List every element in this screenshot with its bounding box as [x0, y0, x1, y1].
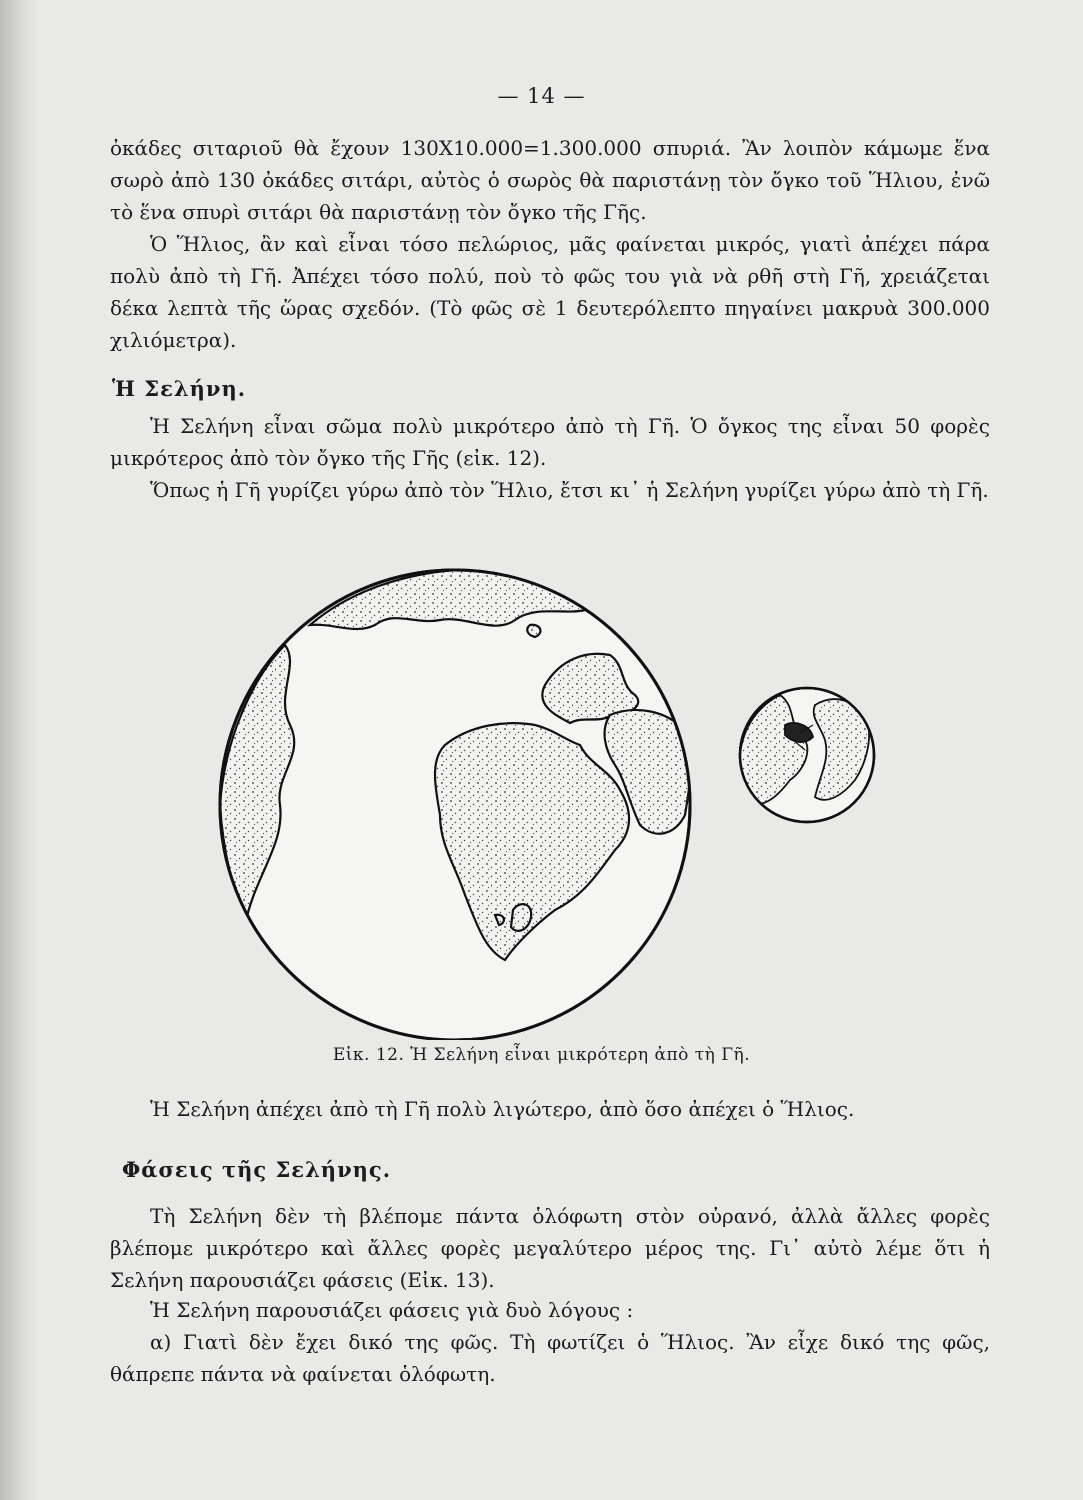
earth-moon-illustration [215, 565, 915, 1040]
heading-moon-phases: Φάσεις τῆς Σελήνης. [122, 1157, 392, 1182]
paragraph-sun-distance: Ὁ Ἥλιος, ἂν καὶ εἶναι τόσο πελώριος, μᾶς φαίνεται μικρός, γιατὶ ἀπέχει πάρα πολὺ ἀπὸ τὴ Γῆ. Ἀπέχει τόσο πολύ, ποὺ τὸ φῶς του γιὰ νὰ ρθῆ στὴ Γῆ, χρειάζεται δέκα λεπτὰ τῆς ὥρας σχεδόν. (Τὸ φῶς σὲ 1 δευτερόλεπτο πηγαίνει μακρυὰ 300.000 χιλιόμετρα). [110, 232, 990, 352]
page-number: — 14 — [497, 84, 586, 108]
page-edge-shadow [0, 0, 38, 1500]
earth-globe [220, 570, 691, 1040]
paragraph-moon-orbit: Ὅπως ἡ Γῆ γυρίζει γύρω ἀπὸ τὸν Ἥλιο, ἔτσι κι᾿ ἡ Σελήνη γυρίζει γύρω ἀπὸ τὴ Γῆ. [150, 478, 989, 502]
heading-moon: Ἡ Σελήνη. [112, 376, 247, 401]
paragraph-moon-distance: Ἡ Σελήνη ἀπέχει ἀπὸ τὴ Γῆ πολὺ λιγώτερο, ἀπὸ ὅσο ἀπέχει ὁ Ἥλιος. [150, 1097, 855, 1121]
paragraph-phases-intro: Τὴ Σελήνη δὲν τὴ βλέπομε πάντα ὁλόφωτη στὸν οὐρανό, ἀλλὰ ἄλλες φορὲς βλέπομε μικρότερο καὶ ἄλλες φορὲς μεγαλύτερο μέρος της. Γι᾿ αὐτὸ λέμε ὅτι ἡ Σελήνη παρουσιάζει φάσεις (Εἰκ. 13). [110, 1204, 990, 1292]
paragraph-phases-reasons: Ἡ Σελήνη παρουσιάζει φάσεις γιὰ δυὸ λόγους : [150, 1298, 634, 1322]
figure-earth-moon [215, 565, 915, 1044]
paragraph-moon-size: Ἡ Σελήνη εἶναι σῶμα πολὺ μικρότερο ἀπὸ τὴ Γῆ. Ὁ ὄγκος της εἶναι 50 φορὲς μικρότερος ἀπὸ τὸν ὄγκο τῆς Γῆς (εἰκ. 12). [110, 414, 990, 470]
paragraph-grain-comparison: ὀκάδες σιταριοῦ θὰ ἔχουν 130Χ10.000=1.300.000 σπυριά. Ἂν λοιπὸν κάμωμε ἕνα σωρὸ ἀπὸ 130 ὀκάδες σιτάρι, αὐτὸς ὁ σωρὸς θὰ παριστάνῃ τὸν ὄγκο τοῦ Ἥλιου, ἐνῶ τὸ ἕνα σπυρὶ σιτάρι θὰ παριστάνῃ τὸν ὄγκο τῆς Γῆς. [110, 136, 990, 224]
paragraph-reason-a: α) Γιατὶ δὲν ἔχει δικό της φῶς. Τὴ φωτίζει ὁ Ἥλιος. Ἂν εἶχε δικό της φῶς, θάπρεπε πάντα νὰ φαίνεται ὁλόφωτη. [110, 1330, 990, 1386]
figure-caption: Εἰκ. 12. Ἡ Σελήνη εἶναι μικρότερη ἀπὸ τὴ Γῆ. [332, 1045, 751, 1065]
moon-globe [740, 688, 874, 822]
